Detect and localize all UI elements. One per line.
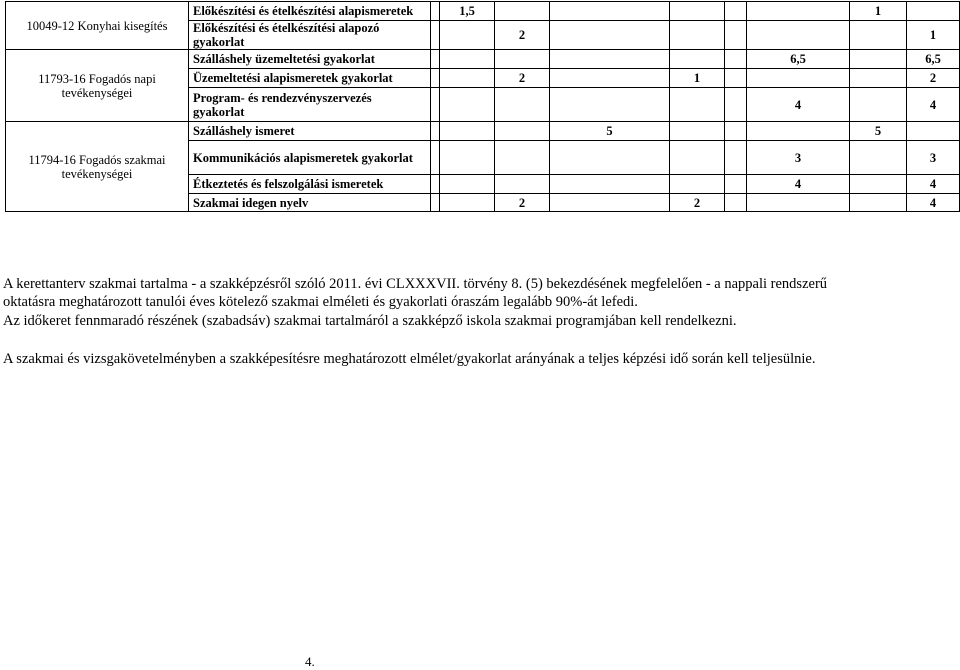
module-name-cell: 11793-16 Fogadós napi tevékenységei <box>6 50 189 122</box>
hours-cell <box>431 21 440 50</box>
hours-cell: 6,5 <box>907 50 960 69</box>
subject-cell: Előkészítési és ételkészítési alapozó gyakorlat <box>189 21 431 50</box>
hours-cell <box>495 2 550 21</box>
hours-cell <box>747 122 850 141</box>
hours-cell <box>431 50 440 69</box>
subject-cell: Szakmai idegen nyelv <box>189 194 431 212</box>
hours-cell <box>440 175 495 194</box>
subject-cell: Előkészítési és ételkészítési alapismeretek <box>189 2 431 21</box>
hours-cell <box>431 194 440 212</box>
hours-cell <box>440 69 495 88</box>
hours-cell <box>670 2 725 21</box>
hours-cell: 1 <box>670 69 725 88</box>
hours-cell: 6,5 <box>747 50 850 69</box>
hours-cell <box>907 122 960 141</box>
hours-cell <box>725 2 747 21</box>
hours-cell: 4 <box>747 88 850 122</box>
hours-cell <box>550 2 670 21</box>
hours-cell: 4 <box>907 194 960 212</box>
hours-cell <box>725 194 747 212</box>
subject-cell: Szálláshely üzemeltetési gyakorlat <box>189 50 431 69</box>
hours-cell <box>431 69 440 88</box>
module-name-cell: 10049-12 Konyhai kisegítés <box>6 2 189 50</box>
hours-cell <box>670 21 725 50</box>
hours-cell: 2 <box>670 194 725 212</box>
hours-cell: 5 <box>850 122 907 141</box>
subject-cell: Szálláshely ismeret <box>189 122 431 141</box>
hours-cell <box>431 88 440 122</box>
hours-cell <box>850 175 907 194</box>
hours-cell <box>670 122 725 141</box>
hours-cell: 4 <box>907 88 960 122</box>
hours-cell: 1 <box>850 2 907 21</box>
hours-cell <box>850 88 907 122</box>
hours-cell <box>747 69 850 88</box>
hours-cell <box>440 50 495 69</box>
paragraph-1-line-1: A kerettanterv szakmai tartalma - a szakképzésről szóló 2011. évi CLXXXVII. törvény 8. (5) bekezdésének megfelelően - a nappali rendszerű <box>3 276 828 292</box>
hours-cell <box>431 122 440 141</box>
hours-cell: 3 <box>907 141 960 175</box>
hours-cell <box>550 69 670 88</box>
hours-cell <box>550 141 670 175</box>
paragraph-3: A szakmai és vizsgakövetelményben a szakképesítésre meghatározott elmélet/gyakorlat arányának a teljes képzési idő során kell teljesülnie. <box>3 351 816 367</box>
hours-cell: 1,5 <box>440 2 495 21</box>
subject-cell: Kommunikációs alapismeretek gyakorlat <box>189 141 431 175</box>
hours-cell: 4 <box>907 175 960 194</box>
hours-cell <box>670 175 725 194</box>
hours-cell <box>440 122 495 141</box>
hours-cell <box>440 88 495 122</box>
hours-cell <box>550 88 670 122</box>
curriculum-table <box>5 1 960 212</box>
hours-cell <box>495 175 550 194</box>
table-row <box>6 50 960 69</box>
hours-cell <box>907 2 960 21</box>
hours-cell <box>431 175 440 194</box>
hours-cell <box>495 122 550 141</box>
hours-cell <box>725 175 747 194</box>
hours-cell: 2 <box>495 69 550 88</box>
subject-cell: Program- és rendezvényszervezés gyakorlat <box>189 88 431 122</box>
hours-cell <box>440 21 495 50</box>
hours-cell <box>725 69 747 88</box>
paragraph-2: Az időkeret fennmaradó részének (szabadsáv) szakmai tartalmáról a szakképző iskola szakmai programjában kell rendelkezni. <box>3 313 737 329</box>
hours-cell <box>440 194 495 212</box>
hours-cell <box>725 88 747 122</box>
page-number: 4. <box>305 654 315 669</box>
hours-cell <box>725 21 747 50</box>
hours-cell <box>550 175 670 194</box>
hours-cell <box>670 50 725 69</box>
hours-cell <box>495 141 550 175</box>
hours-cell <box>670 88 725 122</box>
hours-cell <box>431 141 440 175</box>
hours-cell <box>850 21 907 50</box>
paragraph-1-line-2: oktatásra meghatározott tanulói éves kötelező szakmai elméleti és gyakorlati óraszám legalább 90%-át lefedi. <box>3 294 638 310</box>
hours-cell <box>725 50 747 69</box>
subject-cell: Étkeztetés és felszolgálási ismeretek <box>189 175 431 194</box>
subject-cell: Üzemeltetési alapismeretek gyakorlat <box>189 69 431 88</box>
hours-cell <box>495 50 550 69</box>
hours-cell <box>725 141 747 175</box>
hours-cell: 2 <box>495 194 550 212</box>
hours-cell <box>550 50 670 69</box>
hours-cell: 2 <box>907 69 960 88</box>
hours-cell <box>670 141 725 175</box>
hours-cell: 5 <box>550 122 670 141</box>
hours-cell <box>550 21 670 50</box>
hours-cell <box>850 194 907 212</box>
hours-cell <box>495 88 550 122</box>
table-row <box>6 2 960 21</box>
hours-cell <box>550 194 670 212</box>
hours-cell <box>747 21 850 50</box>
hours-cell: 2 <box>495 21 550 50</box>
hours-cell <box>747 194 850 212</box>
hours-cell <box>850 141 907 175</box>
table-row <box>6 122 960 141</box>
hours-cell <box>431 2 440 21</box>
hours-cell <box>440 141 495 175</box>
hours-cell: 3 <box>747 141 850 175</box>
hours-cell <box>850 69 907 88</box>
hours-cell: 4 <box>747 175 850 194</box>
hours-cell <box>850 50 907 69</box>
hours-cell: 1 <box>907 21 960 50</box>
hours-cell <box>725 122 747 141</box>
module-name-cell: 11794-16 Fogadós szakmai tevékenységei <box>6 122 189 212</box>
hours-cell <box>747 2 850 21</box>
